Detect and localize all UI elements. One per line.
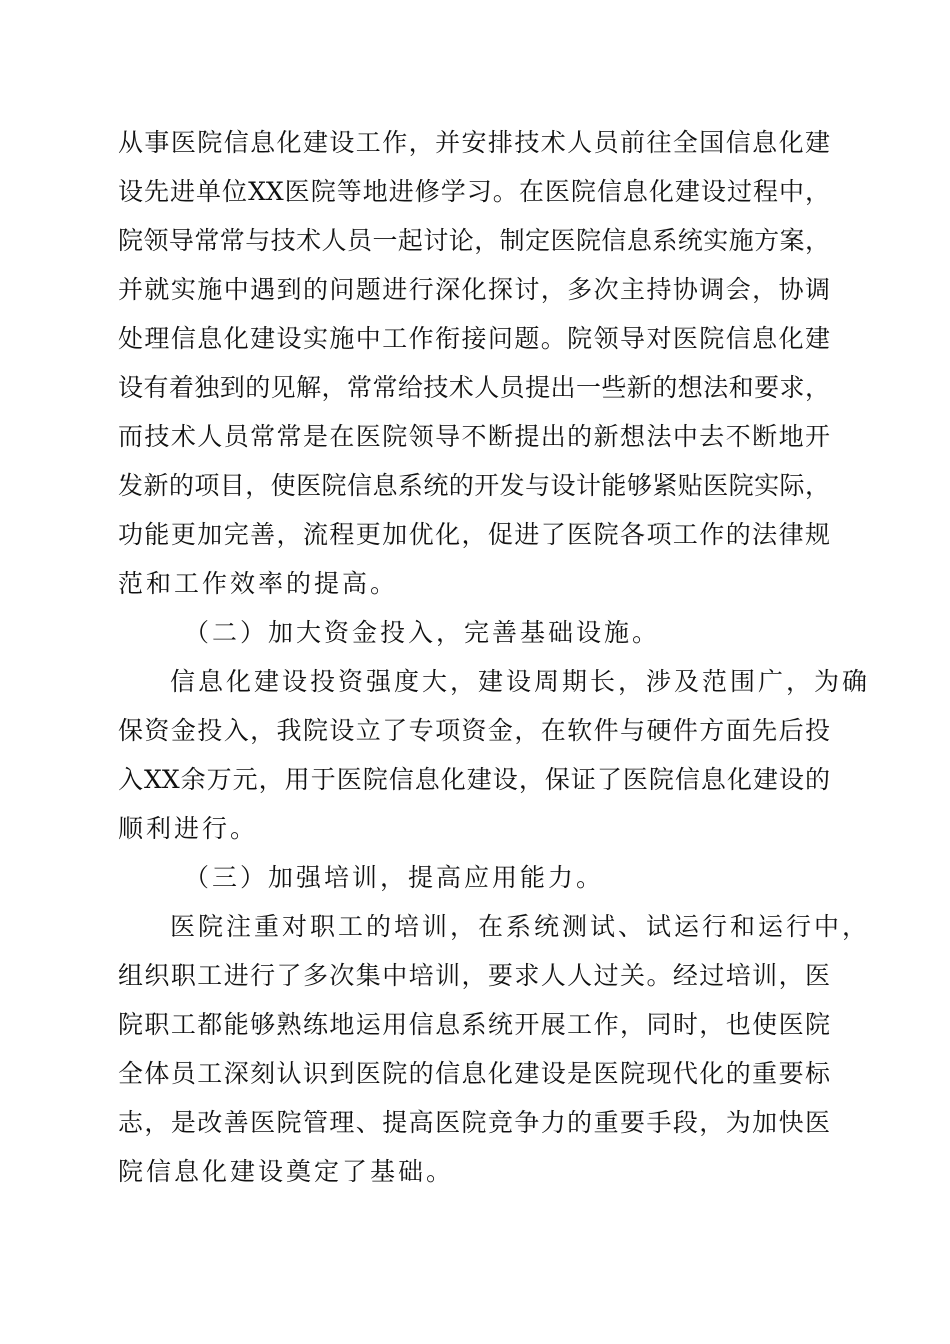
paragraph-line: 范和工作效率的提高。 (118, 569, 399, 598)
paragraph-line: 全体员工深刻认识到医院的信息化建设是医院现代化的重要标 (118, 1059, 830, 1088)
paragraph-line: 院职工都能够熟练地运用信息系统开展工作，同时，也使医院 (118, 1010, 830, 1039)
paragraph-line: 信息化建设投资强度大，建设周期长，涉及范围广，为确 (170, 667, 871, 696)
paragraph-line: 顺利进行。 (118, 814, 259, 843)
paragraph-line: 组织职工进行了多次集中培训，要求人人过关。经过培训，医 (118, 961, 830, 990)
paragraph-line: 院领导常常与技术人员一起讨论，制定医院信息系统实施方案， (118, 226, 830, 255)
paragraph-line: 保资金投入，我院设立了专项资金，在软件与硬件方面先后投 (118, 716, 830, 745)
paragraph-line: 而技术人员常常是在医院领导不断提出的新想法中去不断地开 (118, 422, 830, 451)
paragraph-line: 处理信息化建设实施中工作衔接问题。院领导对医院信息化建 (118, 324, 830, 353)
paragraph-line: 入XX余万元，用于医院信息化建设，保证了医院信息化建设的 (118, 765, 830, 794)
paragraph-line: 功能更加完善，流程更加优化，促进了医院各项工作的法律规 (118, 520, 830, 549)
paragraph-line: 志，是改善医院管理、提高医院竞争力的重要手段，为加快医 (118, 1108, 830, 1137)
section-heading: （三）加强培训，提高应用能力。 (184, 863, 605, 892)
paragraph-line: 设先进单位XX医院等地进修学习。在医院信息化建设过程中， (118, 177, 830, 206)
paragraph-line: 发新的项目，使医院信息系统的开发与设计能够紧贴医院实际， (118, 471, 830, 500)
section-heading: （二）加大资金投入，完善基础设施。 (184, 618, 661, 647)
paragraph-line: 院信息化建设奠定了基础。 (118, 1157, 455, 1186)
paragraph-line: 从事医院信息化建设工作，并安排技术人员前往全国信息化建 (118, 128, 830, 157)
paragraph-line: 设有着独到的见解，常常给技术人员提出一些新的想法和要求， (118, 373, 830, 402)
paragraph-line: 并就实施中遇到的问题进行深化探讨，多次主持协调会，协调 (118, 275, 830, 304)
paragraph-line: 医院注重对职工的培训，在系统测试、试运行和运行中， (170, 912, 871, 941)
